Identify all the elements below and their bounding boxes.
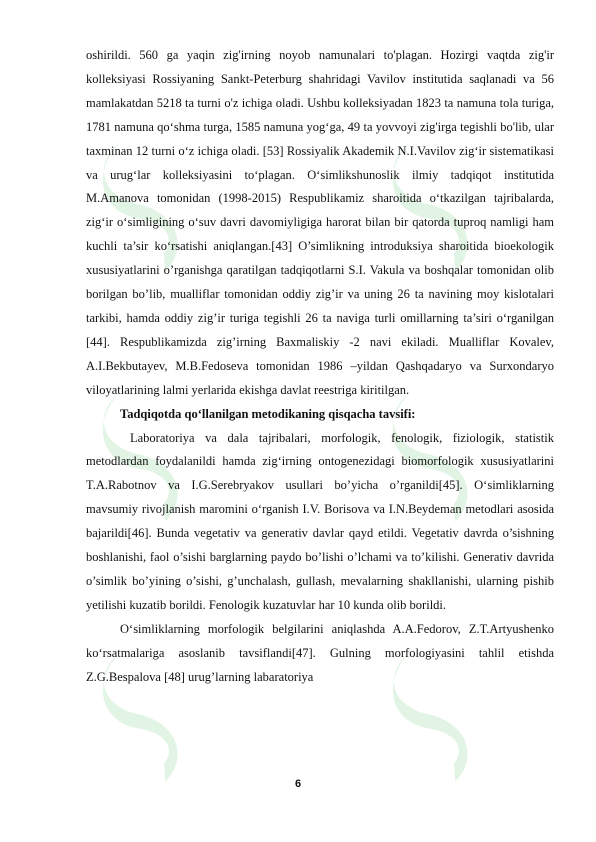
page-number: 6 xyxy=(294,778,302,790)
section-heading: Tadqiqotda qo‘llanilgan metodikaning qisqacha tavsifi: xyxy=(120,406,416,421)
paragraph-methods: Laboratoriya va dala tajribalari, morfologik, fenologik, fiziologik, statistik metodlardan foydalanildi hamda zig‘irning ontogenezidagi biomorfologik xususiyatlarini T.A.Rabotnov va I.G.Serebryakov usullari bo’yicha o’rganildi[45]. O‘simliklarning mavsumiy rivojlanish maromini o‘rganish I.V. Borisova va I.N.Beydeman metodlari asosida bajarildi[46]. Bunda vegetativ va generativ davlar qayd etildi. Vegetativ davrda o’sishning boshlanishi, faol o’sishi barglarning paydo bo’lishi o’lchami va to’kilishi. Generativ davrida o’simlik bo’yining o’sishi, g’unchalash, gullash, mevalarning shakllanishi, ularning pishib yetilishi kuzatib borildi. Fenologik kuzatuvlar har 10 kunda olib borildi. xyxy=(86,430,554,612)
paragraph-vavilov-collection: oshirildi. 560 ga yaqin zig'irning noyob namunalari to'plagan. Hozirgi vaqtda zig'ir kolleksiyasi Rossiyaning Sankt-Peterburg shahridagi Vavilov institutida saqlanadi va 56 mamlakatdan 5218 ta turni o'z ichiga oladi. Ushbu kolleksiyadan 1823 ta namuna tola turiga, 1781 namuna qo‘shma turga, 1585 namuna yog‘ga, 49 ta yovvoyi zig'irga tegishli bo'lib, ular taxminan 12 turni o‘z ichiga oladi. [53] Rossiyalik Akademik N.I.Vavilov zig‘ir sistematikasi va urug‘lar kolleksiyasini to‘plagan. O‘simlikshunoslik ilmiy tadqiqot institutida M.Amanova tomonidan (1998-2015) Respublikamiz sharoitida o‘tkazilgan tajribalarda, zig‘ir o‘simligining o‘suv davri davomiyligiga harorat bilan bir qatorda tuproq namligi ham kuchli ta’sir ko‘rsatishi aniqlangan.[43] O’simlikning introduksiya sharoitida bioekologik xususiyatlarini o’rganishga qaratilgan tadqiqotlarni S.I. Vakula va boshqalar tomonidan olib borilgan bo’lib, mualliflar tomonidan oddiy zig’ir va uning 26 ta navining moy kislotalari tarkibi, hamda oddiy zig’ir turiga tegishli 26 ta naviga turli omillarning ta’siri o‘rganilgan [44]. Respublikamizda zig’irning Baxmaliskiy -2 navi ekiladi. Mualliflar Kovalev, A.I.Bekbutayev, M.B.Fedoseva tomonidan 1986 –yildan Qashqadaryo va Surxondaryo viloyatlarining lalmi yerlarida ekishga davlat reestriga kiritilgan. xyxy=(86,48,554,397)
document-body xyxy=(86,44,554,689)
paragraph-morphology: O‘simliklarning morfologik belgilarini aniqlashda A.A.Fedorov, Z.T.Artyushenko ko‘rsatmalariga asoslanib tavsiflandi[47]. Gulning morfologiyasini tahlil etishda Z.G.Bespalova [48] urug’larning labaratoriya xyxy=(86,621,554,684)
